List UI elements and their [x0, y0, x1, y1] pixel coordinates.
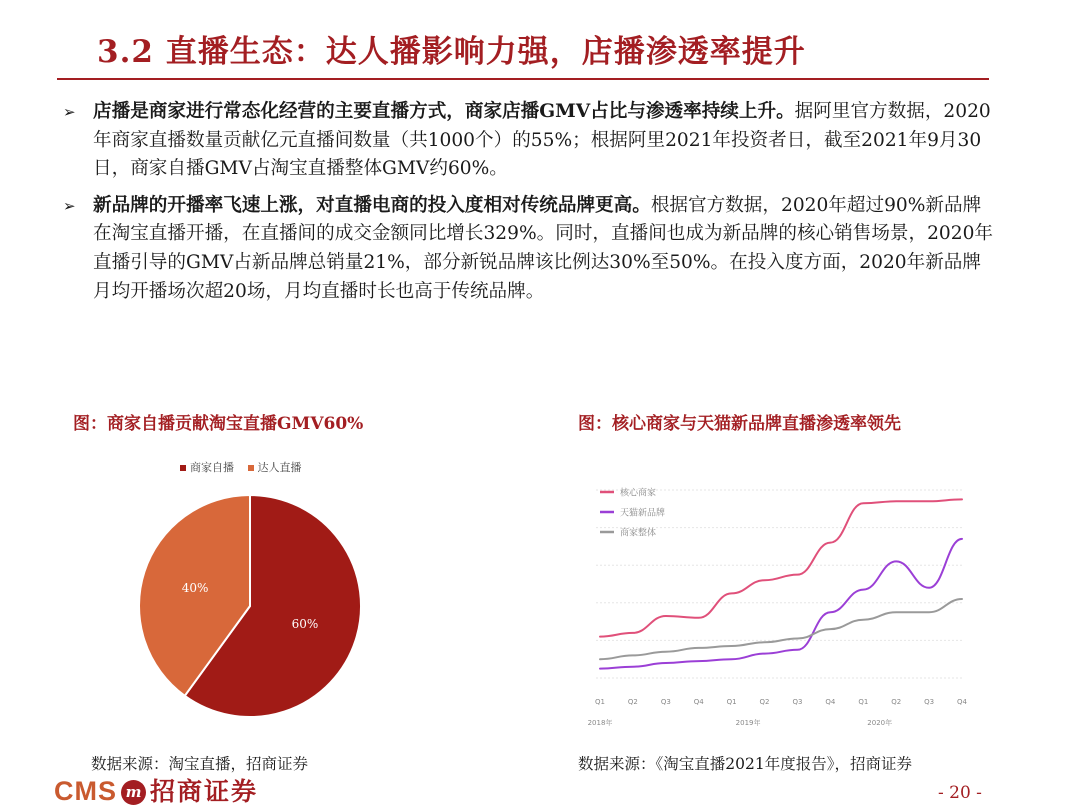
bullet-1-bold: 店播是商家进行常态化经营的主要直播方式，商家店播GMV占比与渗透率持续上升。	[93, 101, 795, 122]
logo-emblem-icon: m	[121, 780, 146, 805]
year-label: 2018年	[587, 719, 613, 727]
x-tick-label: Q2	[759, 698, 770, 706]
bullet-item-1	[62, 98, 997, 184]
bullet-list	[62, 98, 997, 314]
pie-legend-label: 商家自播	[190, 461, 234, 474]
arrow-bullet-icon: ➢	[63, 103, 76, 121]
logo-cms-text: CMS	[54, 776, 117, 806]
pie-chart	[130, 488, 370, 728]
slide-title: 3.2 直播生态：达人播影响力强，店播渗透率提升	[97, 34, 806, 70]
x-tick-label: Q3	[792, 698, 803, 706]
page-number: - 20 -	[938, 783, 982, 803]
x-tick-label: Q1	[595, 698, 605, 706]
pie-legend-label: 达人直播	[257, 461, 302, 474]
year-label: 2019年	[735, 719, 761, 727]
pie-slice-label: 60%	[291, 616, 319, 631]
right-figure-source: 数据来源：《淘宝直播2021年度报告》，招商证券	[578, 755, 912, 773]
arrow-bullet-icon: ➢	[63, 196, 76, 215]
logo-cn-text: 招商证券	[150, 777, 259, 806]
x-tick-label: Q4	[693, 698, 704, 706]
x-tick-label: Q1	[858, 698, 869, 706]
year-label: 2020年	[867, 719, 893, 727]
x-tick-label: Q2	[891, 698, 902, 706]
pie-legend-swatch	[248, 465, 254, 471]
x-tick-label: Q2	[627, 698, 638, 706]
series-line	[600, 539, 962, 669]
x-tick-label: Q1	[726, 698, 737, 706]
pie-slice-label: 40%	[181, 581, 209, 596]
title-divider	[57, 78, 989, 80]
bullet-2-text: 根据官方数据，2020年超过90%新品牌在淘宝直播开播，在直播间的成交金额同比增长329%。同时，直播间也成为新品牌的核心销售场景，2020年直播引导的GMV占新品牌总销量21%，部分新锐品牌该比例达30%至50%。在投入度方面，2020年新品牌月均开播场次超20场，月均直播时长也高于传统品牌。	[93, 194, 994, 302]
pie-legend-item	[180, 461, 234, 474]
legend-label: 核心商家	[620, 488, 657, 499]
series-line	[600, 599, 962, 659]
pie-legend	[180, 459, 312, 475]
legend-label: 商家整体	[620, 528, 657, 539]
x-tick-label: Q3	[660, 698, 671, 706]
pie-legend-item	[248, 461, 302, 474]
company-logo	[54, 772, 258, 808]
left-figure-title: 图：商家自播贡献淘宝直播GMV60%	[73, 414, 364, 434]
left-figure-source: 数据来源：淘宝直播，招商证券	[91, 755, 309, 773]
bullet-2-bold: 新品牌的开播率飞速上涨，对直播电商的投入度相对传统品牌更高。	[93, 194, 651, 216]
bullet-1-text: 据阿里官方数据，2020年商家直播数量贡献亿元直播间数量（共1000个）的55%；根据阿里2021年投资者日，截至2021年9月30日，商家自播GMV占淘宝直播整体GMV约60%。	[93, 101, 991, 180]
right-figure-title: 图：核心商家与天猫新品牌直播渗透率领先	[578, 414, 901, 434]
pie-legend-swatch	[180, 465, 186, 471]
bullet-item-2	[62, 192, 997, 306]
legend-label: 天猫新品牌	[620, 508, 666, 519]
x-tick-label: Q4	[957, 698, 967, 706]
x-tick-label: Q3	[924, 698, 935, 706]
x-tick-label: Q4	[825, 698, 836, 706]
line-chart	[580, 470, 980, 735]
